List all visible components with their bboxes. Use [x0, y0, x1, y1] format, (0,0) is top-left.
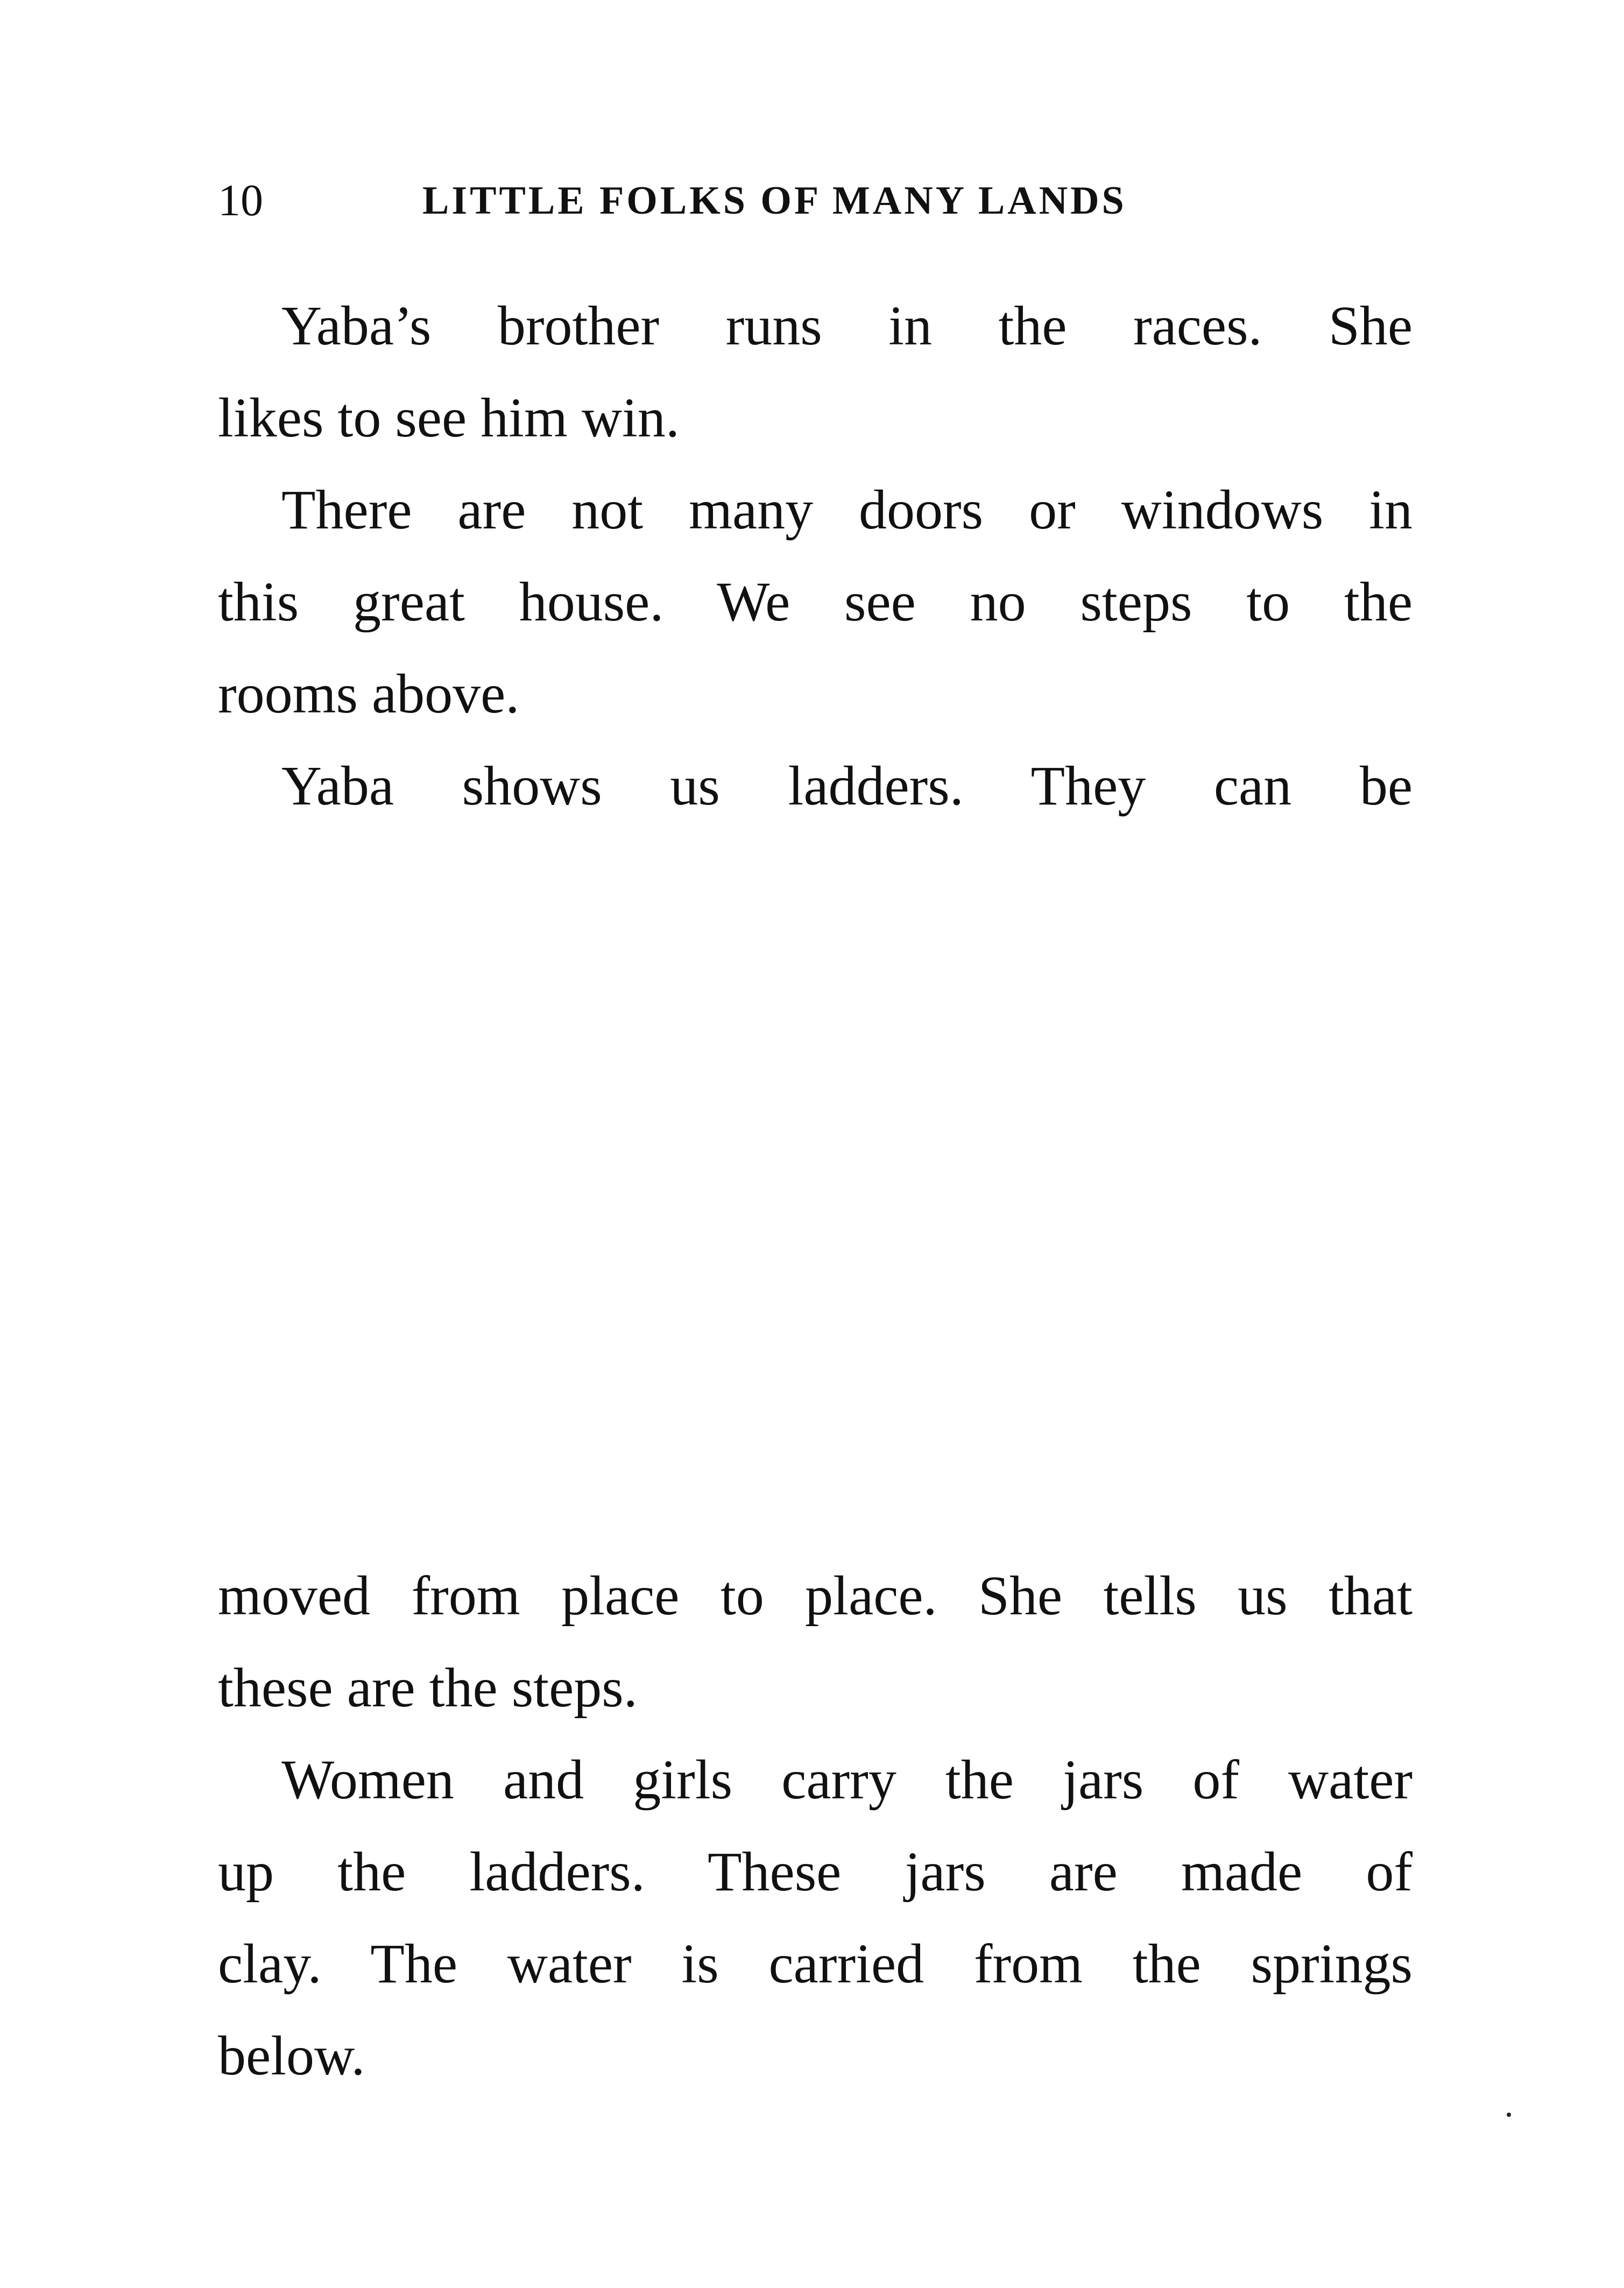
body-text-top [218, 280, 1413, 832]
text-line: There are not many doors or windows in [281, 479, 1413, 541]
page-number: 10 [218, 175, 263, 225]
running-title: LITTLE FOLKS OF MANY LANDS [422, 179, 1127, 223]
running-head [218, 171, 1413, 230]
text-line: clay. The water is carried from the springs [218, 1933, 1413, 1995]
text-line: Women and girls carry the jars of water [281, 1749, 1413, 1811]
body-text-bottom [218, 1550, 1413, 2102]
text-line: below. [218, 2025, 365, 2087]
ink-speck [1507, 2113, 1511, 2117]
text-line: this great house. We see no steps to the [218, 571, 1413, 633]
text-line: up the ladders. These jars are made of [218, 1841, 1413, 1903]
text-line: Yaba shows us ladders. They can be [281, 755, 1413, 817]
text-line: moved from place to place. She tells us that [218, 1565, 1413, 1627]
text-line: Yaba’s brother runs in the races. She [281, 295, 1413, 357]
text-line: likes to see him win. [218, 387, 680, 449]
text-line: rooms above. [218, 663, 520, 725]
text-line: these are the steps. [218, 1657, 638, 1719]
